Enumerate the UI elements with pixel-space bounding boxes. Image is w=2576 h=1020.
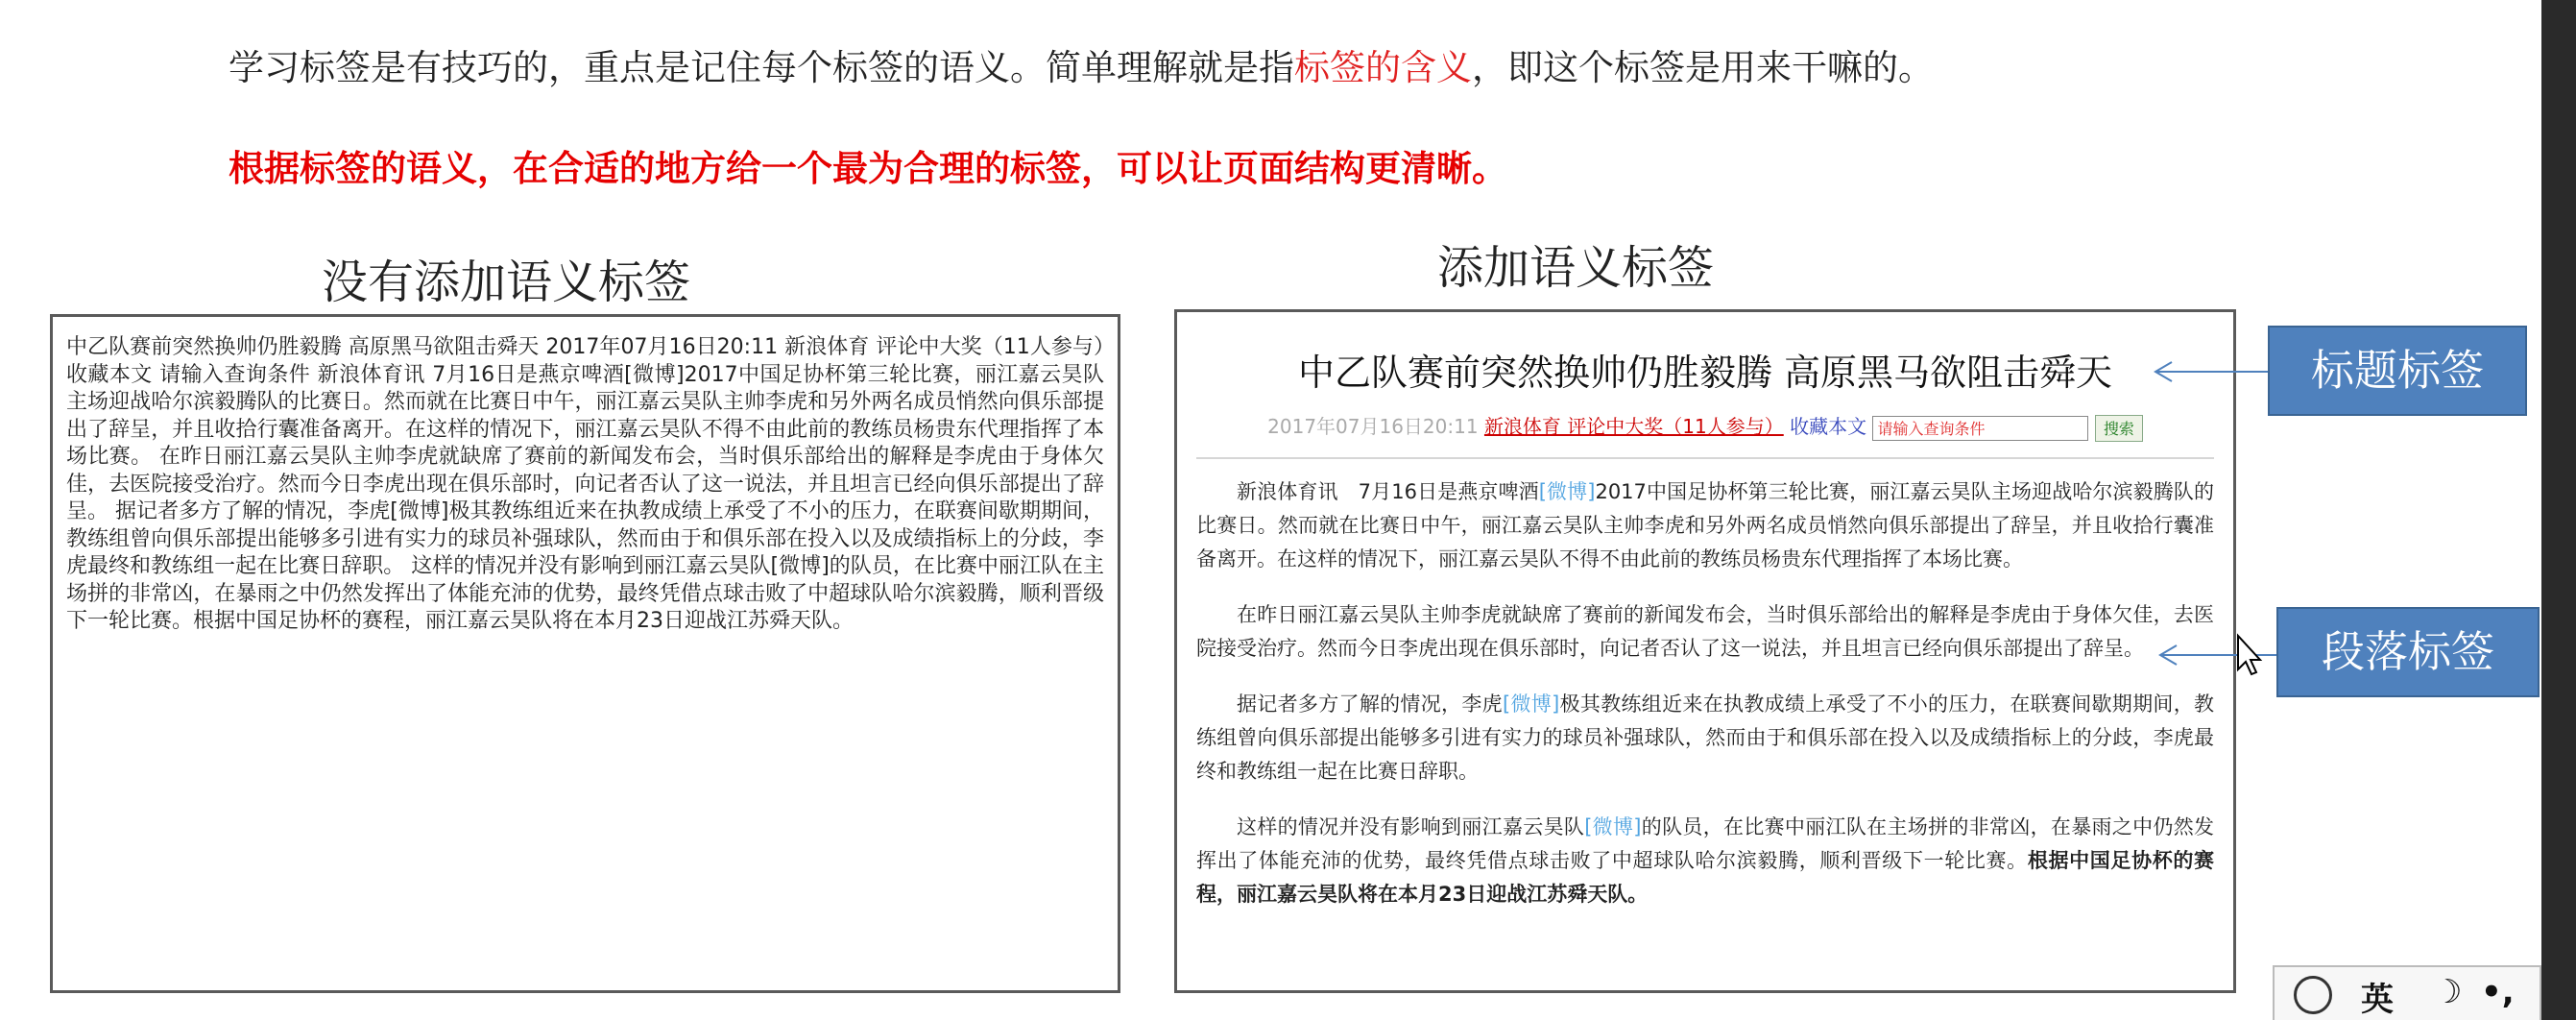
mouse-cursor-icon (2238, 636, 2260, 674)
right-caption: 添加语义标签 (1437, 241, 1715, 295)
intro-highlight: 标签的含义 (1294, 47, 1472, 88)
intro-part1: 学习标签是有技巧的，重点是记住每个标签的语义。简单理解就是指 (229, 47, 1294, 88)
ime-toolbar[interactable] (2273, 965, 2541, 1020)
favorite-link[interactable]: 收藏本文 (1790, 415, 1867, 438)
p1-start: 新浪体育讯 7月16日是燕京啤酒 (1237, 480, 1539, 503)
p3-start: 据记者多方了解的情况，李虎 (1237, 692, 1503, 716)
p4-rest: 的队员，在比赛中丽江队在主场拼的非常凶，在暴雨之中仍然发挥出了体能充沛的优势，最终凭借点球击败了中超球队哈尔滨毅腾，顺利晋级下一轮比赛。 (1196, 815, 2215, 872)
callout-paragraph-tag: 段落标签 (2276, 607, 2540, 697)
moon-icon[interactable]: ☽ (2433, 973, 2463, 1011)
p4-bold: 根据中国足协杯的赛程，丽江嘉云昊队将在本月23日迎战江苏舜天队。 (1196, 849, 2215, 906)
weibo-link[interactable]: [微博] (1502, 692, 1560, 716)
paragraph-2: 在昨日丽江嘉云昊队主帅李虎就缺席了赛前的新闻发布会，当时俱乐部给出的解释是李虎由于身体欠佳，去医院接受治疗。然而今日李虎出现在俱乐部时，向记者否认了这一说法，并且坦言已经向俱乐部提出了辞呈。 (1196, 603, 2214, 660)
callout-title-tag: 标题标签 (2268, 326, 2527, 416)
search-button[interactable]: 搜索 (2095, 415, 2143, 442)
intro-part2: ，即这个标签是用来干嘛的。 (1472, 47, 1934, 88)
comment-link[interactable]: 新浪体育 评论中大奖（11人参与） (1483, 415, 1784, 438)
article-title: 中乙队赛前突然换帅仍胜毅腾 高原黑马欲阻击舜天 (1297, 352, 2113, 394)
p3-rest: 极其教练组近来在执教成绩上承受了不小的压力，在联赛间歇期期间，教练组曾向俱乐部提出能够多引进有实力的球员补强球队，然而由于和俱乐部在投入以及成绩指标上的分歧，李虎最终和教练组一起在比赛日辞职。 (1196, 692, 2215, 783)
emphasis-sentence: 根据标签的语义，在合适的地方给一个最为合理的标签，可以让页面结构更清晰。 (229, 148, 1507, 189)
weibo-link[interactable]: [微博] (1584, 815, 1642, 838)
left-caption: 没有添加语义标签 (322, 255, 691, 309)
punctuation-icon[interactable]: •, (2481, 973, 2515, 1011)
search-input[interactable]: 请输入查询条件 (1872, 416, 2088, 441)
ime-language-toggle[interactable]: 英 (2361, 981, 2394, 1019)
plain-article-text: 中乙队赛前突然换帅仍胜毅腾 高原黑马欲阻击舜天 2017年07月16日20:11 新浪体育 评论中大奖（11人参与）收藏本文 请输入查询条件 新浪体育讯 7月16日是燕京啤酒[微博]2017中国足协杯第三轮比赛，丽江嘉云昊队主场迎战哈尔滨毅腾队的比赛日。然而就在比赛日中午，丽江嘉云昊队主帅李虎和另外两名成员悄然向俱乐部提出了辞呈，并且收拾行囊准备离开。在这样的情况下，丽江嘉云昊队不得不由此前的教练员杨贵东代理指挥了本场比赛。 在昨日丽江嘉云昊队主帅李虎就缺席了赛前的新闻发布会，当时俱乐部给出的解释是李虎由于身体欠佳，去医院接受治疗。然而今日李虎出现在俱乐部时，向记者否认了这一说法，并且坦言已经向俱乐部提出了辞呈。 据记者多方了解的情况，李虎[微博]极其教练组近来在执教成绩上承受了不小的压力，在联赛间歇期期间，教练组曾向俱乐部提出能够多引进有实力的球员补强球队，然而由于和俱乐部在投入以及成绩指标上的分歧，李虎最终和教练组一起在比赛日辞职。 这样的情况并没有影响到丽江嘉云昊队[微博]的队员，在比赛中丽江队在主场拼的非常凶，在暴雨之中仍然发挥出了体能充沛的优势，最终凭借点球击败了中超球队哈尔滨毅腾，顺利晋级下一轮比赛。根据中国足协杯的赛程，丽江嘉云昊队将在本月23日迎战江苏舜天队。 (66, 335, 1104, 633)
weibo-link[interactable]: [微博] (1538, 480, 1596, 503)
p4-start: 这样的情况并没有影响到丽江嘉云昊队 (1237, 815, 1585, 838)
article-date: 2017年07月16日20:11 (1267, 415, 1479, 438)
ime-logo-icon[interactable] (2294, 976, 2332, 1014)
p1-rest: 2017中国足协杯第三轮比赛，丽江嘉云昊队主场迎战哈尔滨毅腾队的比赛日。然而就在比赛日中午，丽江嘉云昊队主帅李虎和另外两名成员悄然向俱乐部提出了辞呈，并且收拾行囊准备离开。在这样的情况下，丽江嘉云昊队不得不由此前的教练员杨贵东代理指挥了本场比赛。 (1196, 480, 2214, 571)
